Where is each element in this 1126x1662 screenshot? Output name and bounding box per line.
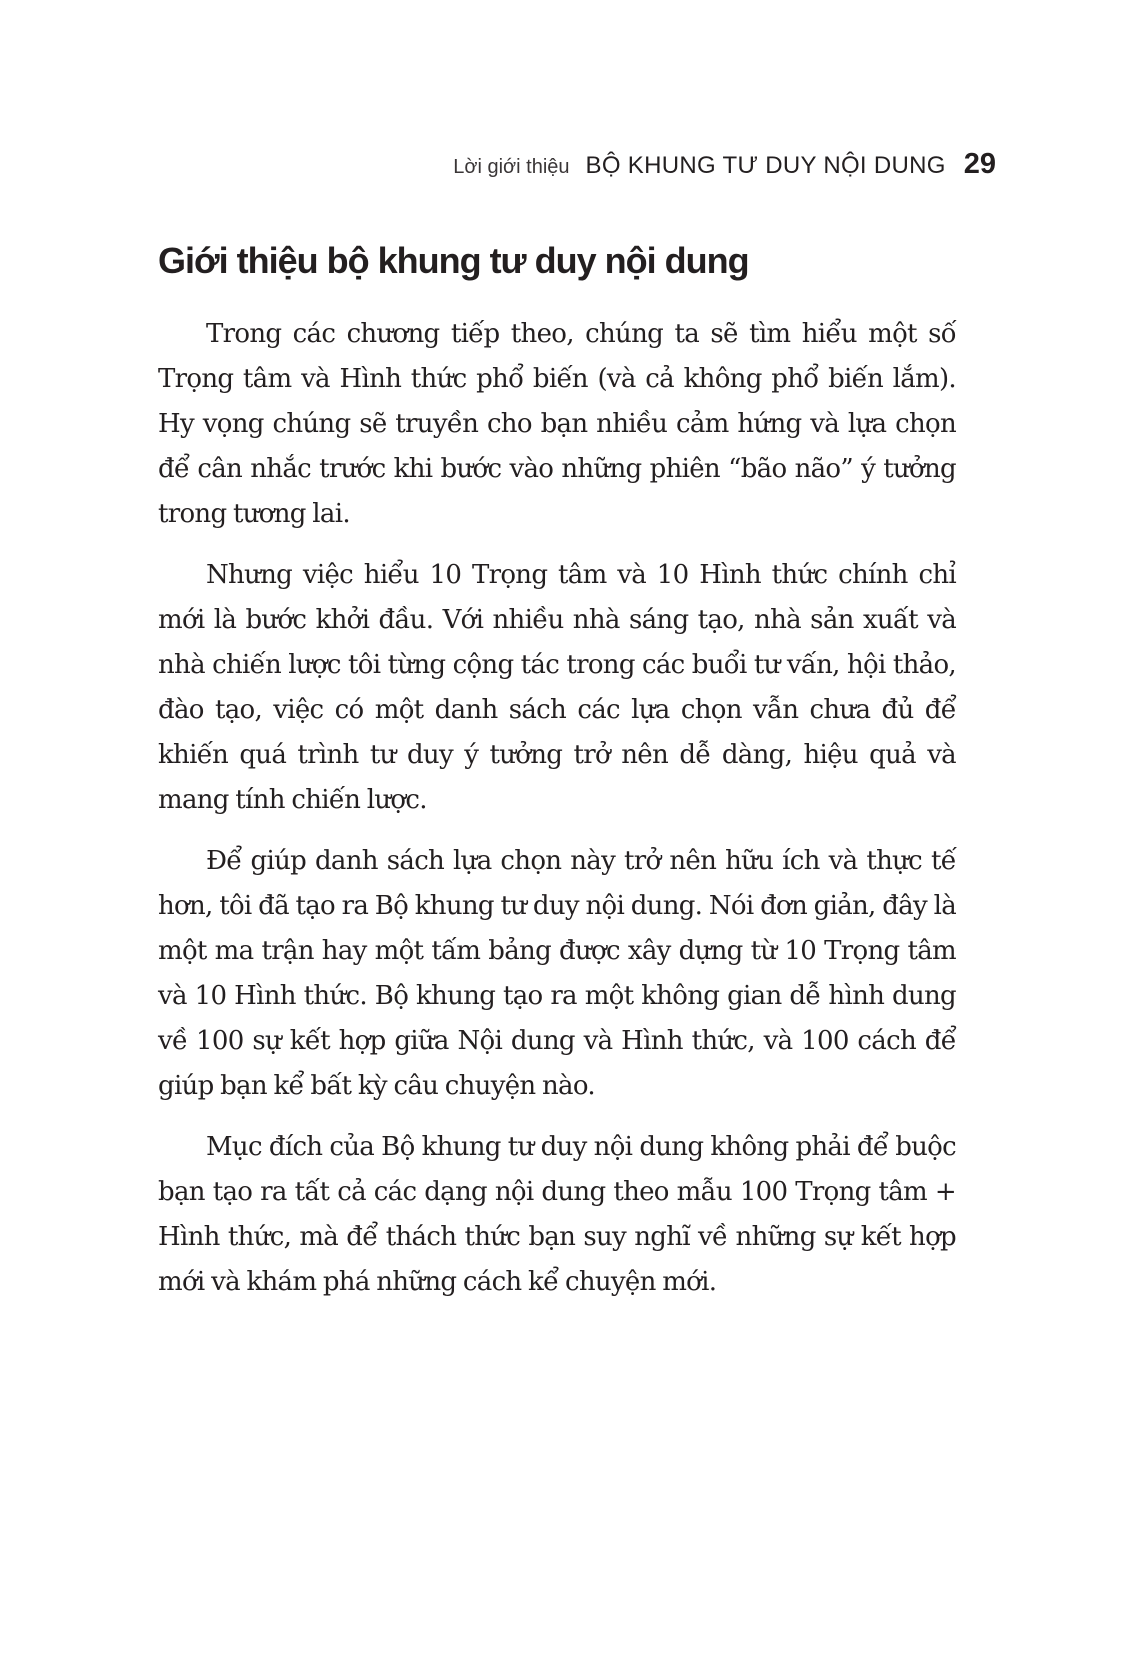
paragraph-4: Mục đích của Bộ khung tư duy nội dung không phải để buộc bạn tạo ra tất cả các dạng nội dung theo mẫu 100 Trọng tâm + Hình thức, mà để thách thức bạn suy nghĩ về những sự kết hợp mới và khám phá những cách kể chuyện mới. (158, 1132, 956, 1297)
body-text (158, 312, 956, 1321)
running-header (453, 148, 996, 181)
paragraph-2: Nhưng việc hiểu 10 Trọng tâm và 10 Hình thức chính chỉ mới là bước khởi đầu. Với nhiều nhà sáng tạo, nhà sản xuất và nhà chiến lược tôi từng cộng tác trong các buổi tư vấn, hội thảo, đào tạo, việc có một danh sách các lựa chọn vẫn chưa đủ để khiến quá trình tư duy ý tưởng trở nên dễ dàng, hiệu quả và mang tính chiến lược. (158, 560, 956, 815)
paragraph-3: Để giúp danh sách lựa chọn này trở nên hữu ích và thực tế hơn, tôi đã tạo ra Bộ khung tư duy nội dung. Nói đơn giản, đây là một ma trận hay một tấm bảng được xây dựng từ 10 Trọng tâm và 10 Hình thức. Bộ khung tạo ra một không gian dễ hình dung về 100 sự kết hợp giữa Nội dung và Hình thức, và 100 cách để giúp bạn kể bất kỳ câu chuyện nào. (158, 846, 956, 1101)
header-section-label: Lời giới thiệu (453, 156, 570, 178)
section-title: Giới thiệu bộ khung tư duy nội dung (158, 240, 749, 281)
paragraph-1: Trong các chương tiếp theo, chúng ta sẽ tìm hiểu một số Trọng tâm và Hình thức phổ biến (và cả không phổ biến lắm). Hy vọng chúng sẽ truyền cho bạn nhiều cảm hứng và lựa chọn để cân nhắc trước khi bước vào những phiên “bão não” ý tưởng trong tương lai. (158, 319, 956, 529)
header-chapter-title: BỘ KHUNG TƯ DUY NỘI DUNG (585, 152, 946, 179)
page-number: 29 (963, 148, 996, 180)
